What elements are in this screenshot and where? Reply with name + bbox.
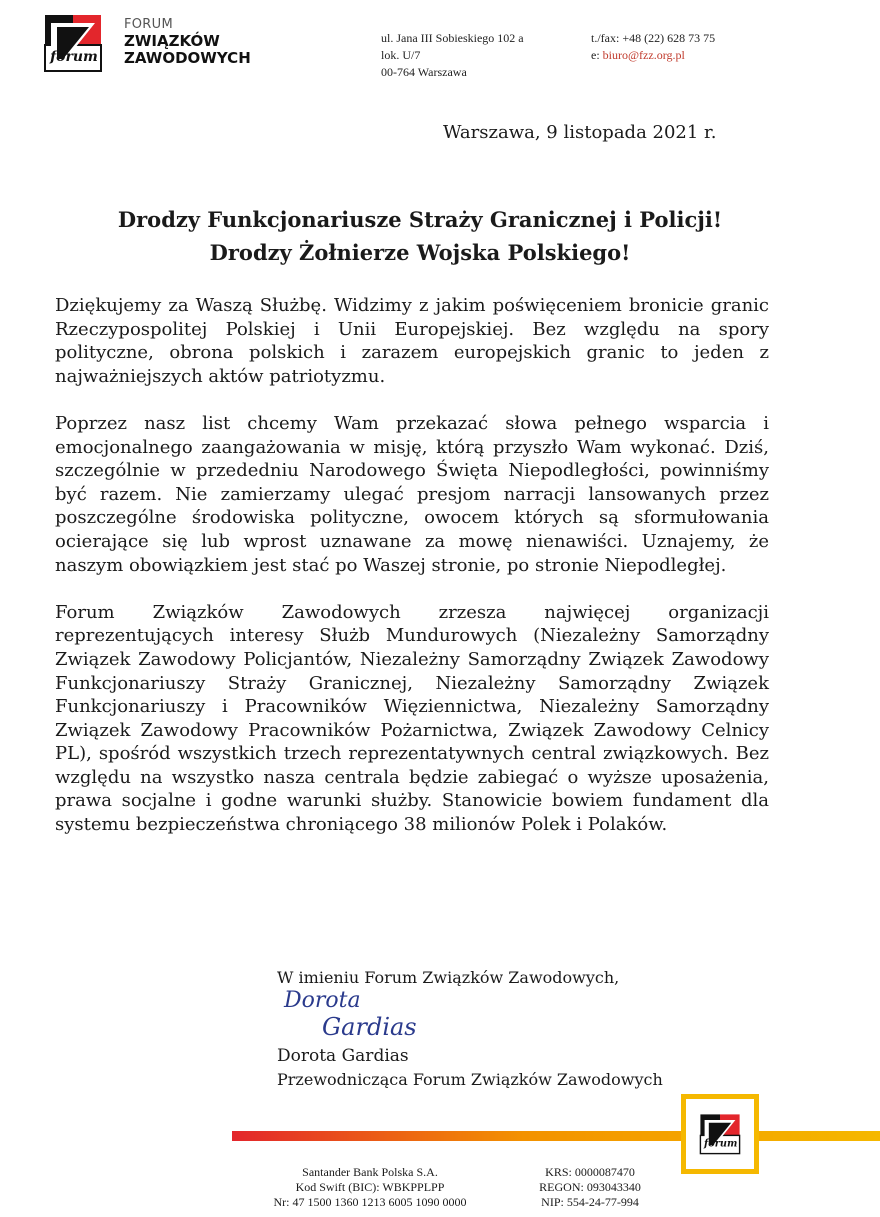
regon-number: REGON: 093043340 <box>539 1180 641 1194</box>
org-name-line1: FORUM <box>124 17 173 32</box>
krs-number: KRS: 0000087470 <box>545 1165 635 1179</box>
nip-number: NIP: 554-24-77-994 <box>541 1195 639 1209</box>
bank-line: Santander Bank Polska S.A. <box>302 1165 438 1179</box>
title-line1: Drodzy Funkcjonariusze Straży Granicznej i Policji! <box>117 207 723 232</box>
email-line <box>591 47 715 64</box>
address-block <box>381 30 524 81</box>
letter-title <box>0 203 840 269</box>
org-name-line3: ZAWODOWYCH <box>124 49 251 67</box>
logo-word: forum <box>703 1138 738 1150</box>
footer-logo-frame <box>681 1094 759 1174</box>
address-line: ul. Jana III Sobieskiego 102 a <box>381 31 524 45</box>
org-name <box>124 16 251 67</box>
signatory-role: Przewodnicząca Forum Związków Zawodowych <box>277 1070 663 1089</box>
letter-date: Warszawa, 9 listopada 2021 r. <box>443 122 717 143</box>
paragraph: Forum Związków Zawodowych zrzesza najwięcej organizacji reprezentujących interesy Służb Mundurowych (Niezależny Samorządny Związek Zawodowy Policjantów, Niezależny Samorządny Związek Zawodowy Funkcjonariuszy Straży Granicznej, Niezależny Samorządny Związek Funkcjonariuszy i Pracowników Więziennictwa, Niezależny Samorządny Związek Zawodowy Pracowników Pożarnictwa, Związek Zawodowy Celnicy PL), spośród wszystkich trzech reprezentatywnych central związkowych. Bez względu na wszystko nasza centrala będzie zabiegać o wyższe uposażenia, prawa socjalne i godne warunki służby. Stanowicie bowiem fundament dla systemu bezpieczeństwa chroniącego 38 milionów Polek i Polaków. <box>55 601 769 836</box>
signature-first-name: Dorota <box>284 988 361 1013</box>
fzz-logo <box>43 13 103 73</box>
paragraph: Poprzez nasz list chcemy Wam przekazać słowa pełnego wsparcia i emocjonalnego zaangażowania w misję, którą przyszło Wam wykonać. Dziś, szczególnie w przededniu Narodowego Święta Niepodległości, powinniśmy być razem. Nie zamierzamy ulegać presjom narracji lansowanych przez poszczególne środowiska polityczne, owocem których są sformułowania ocierające się lub wprost uznawane za mowę nienawiści. Uznajemy, że naszym obowiązkiem jest stać po Waszej stronie, po stronie Niepodległej. <box>55 412 769 576</box>
org-name-line2: ZWIĄZKÓW <box>124 32 220 50</box>
bank-line: Nr: 47 1500 1360 1213 6005 1090 0000 <box>273 1195 467 1209</box>
bank-line: Kod Swift (BIC): WBKPPLPP <box>295 1180 445 1194</box>
letter-body <box>55 294 769 860</box>
handwritten-signature <box>282 985 452 1043</box>
email-link[interactable]: biuro@fzz.org.pl <box>602 48 685 62</box>
title-line2: Drodzy Żołnierze Wojska Polskiego! <box>209 240 631 265</box>
signature-last-name: Gardias <box>322 1013 417 1041</box>
bank-details <box>220 1165 520 1210</box>
registry-ids <box>500 1165 680 1210</box>
email-label: e: <box>591 48 603 62</box>
address-line: lok. U/7 <box>381 48 421 62</box>
phone-fax: t./fax: +48 (22) 628 73 75 <box>591 31 716 45</box>
footer-stripe <box>232 1131 880 1141</box>
logo-word: forum <box>50 49 98 65</box>
paragraph: Dziękujemy za Waszą Służbę. Widzimy z jakim poświęceniem bronicie granic Rzeczypospolitej Polskiej i Unii Europejskiej. Bez względu na spory polityczne, obrona polskich i zarazem europejskich granic to jeden z najważniejszych aktów patriotyzmu. <box>55 295 769 387</box>
signature-intro: W imieniu Forum Związków Zawodowych, <box>277 968 620 987</box>
fzz-logo-small <box>698 1113 742 1155</box>
contact-block <box>591 30 715 64</box>
address-line: 00-764 Warszawa <box>381 65 467 79</box>
signatory-name: Dorota Gardias <box>277 1046 409 1066</box>
